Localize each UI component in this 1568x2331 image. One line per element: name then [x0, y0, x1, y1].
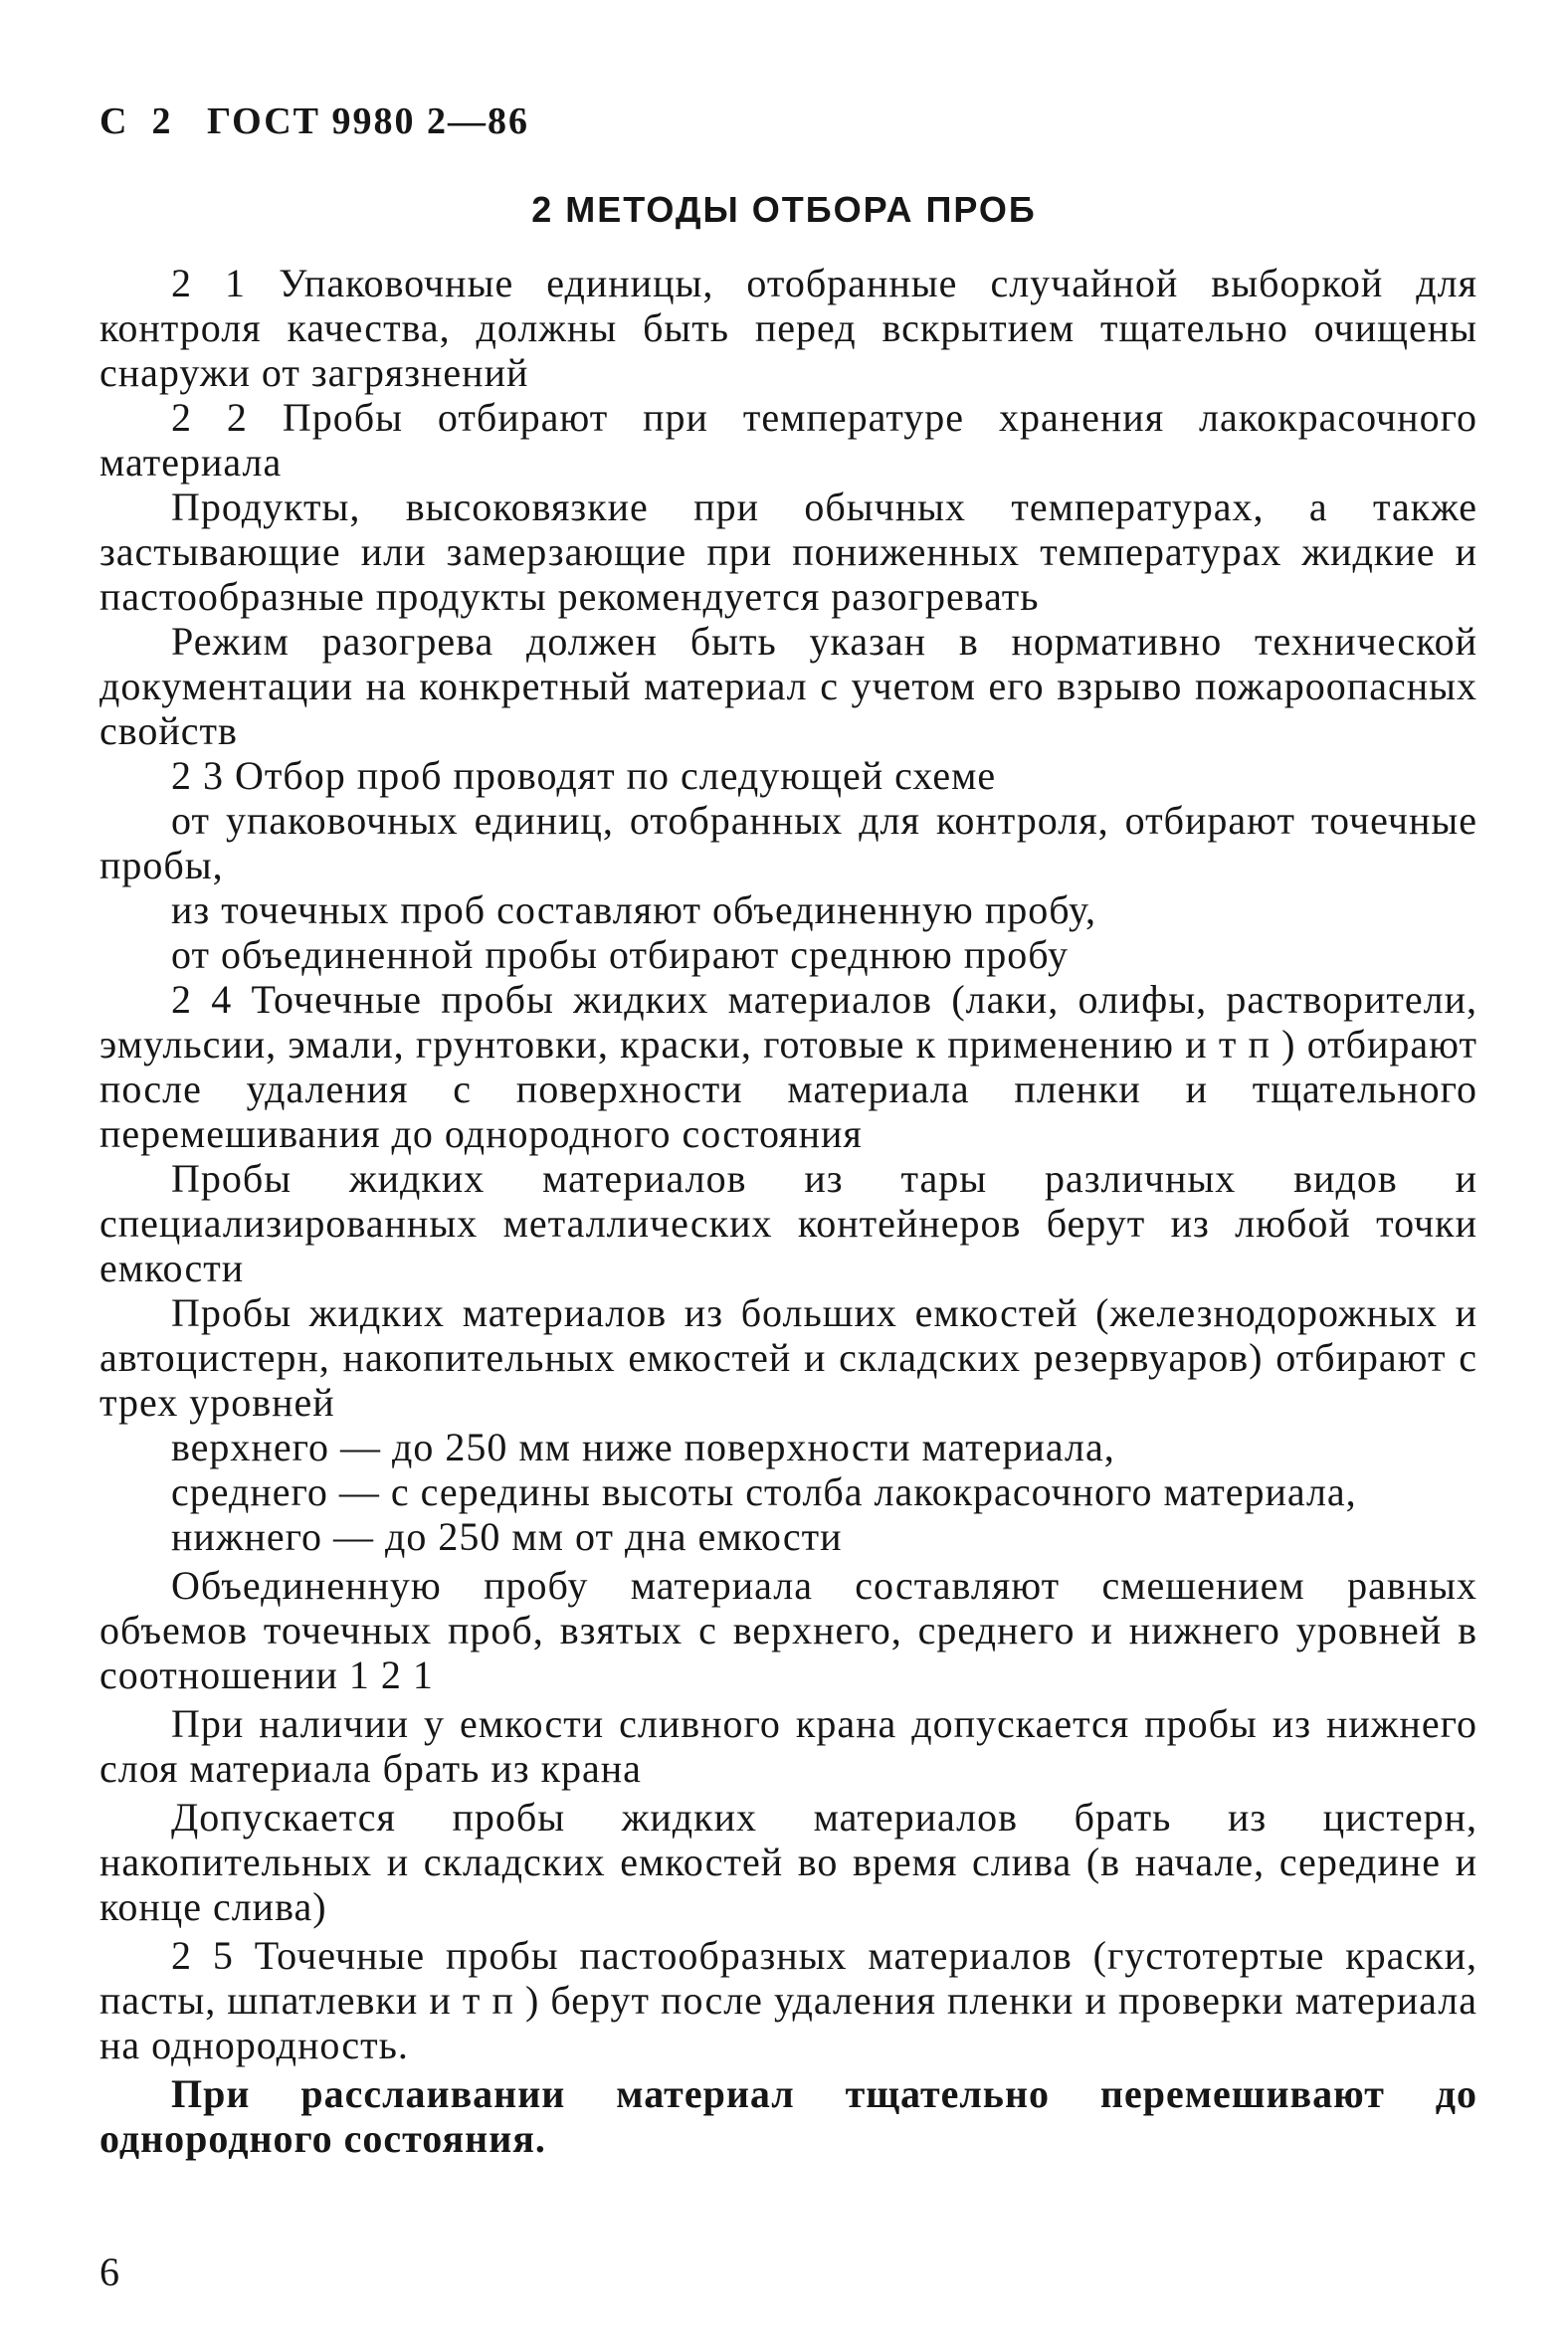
running-header: С 2 ГОСТ 9980 2—86 [99, 100, 529, 142]
paragraph-containers: Пробы жидких материалов из тары различных видов и специализированных металлических контейнеров берут из любой точки емкости [99, 1156, 1477, 1290]
section-title: 2 МЕТОДЫ ОТБОРА ПРОБ [531, 189, 1037, 230]
paragraph-stratification: При расслаивании материал тщательно перемешивают до однородного состояния. [99, 2071, 1477, 2161]
paragraph-drain-valve: При наличии у емкости сливного крана допускается пробы из нижнего слоя материала брать из крана [99, 1701, 1477, 1791]
paragraph-2-3: 2 3 Отбор проб проводят по следующей схеме [171, 753, 997, 798]
scheme-item-3: от объединенной пробы отбирают среднюю пробу [171, 932, 1070, 977]
scheme-item-2: из точечных проб составляют объединенную пробу, [171, 887, 1097, 932]
level-middle: среднего — с середины высоты столба лакокрасочного материала, [171, 1469, 1357, 1514]
paragraph-combined-sample: Объединенную пробу материала составляют смешением равных объемов точечных проб, взятых с верхнего, среднего и нижнего уровней в соотношении 1 2 1 [99, 1563, 1477, 1697]
paragraph-2-4: 2 4 Точечные пробы жидких материалов (лаки, олифы, растворители, эмульсии, эмали, грунтовки, краски, готовые к применению и т п ) отбирают после удаления с поверхности материала пленки и тщательного перемешивания до однородного состояния [99, 977, 1477, 1156]
page-number: 6 [99, 2249, 119, 2294]
paragraph-2-5: 2 5 Точечные пробы пастообразных материалов (густотертые краски, пасты, шпатлевки и т п ) берут после удаления пленки и проверки материала на однородность. [99, 1933, 1477, 2067]
scheme-item-1: от упаковочных единиц, отобранных для контроля, отбирают точечные пробы, [99, 798, 1477, 887]
body-text [99, 261, 1477, 2161]
paragraph-draining: Допускается пробы жидких материалов брать из цистерн, накопительных и складских емкостей во время слива (в начале, середине и конце слива) [99, 1795, 1477, 1929]
level-upper: верхнего — до 250 мм ниже поверхности материала, [171, 1425, 1115, 1469]
paragraph-heating-products: Продукты, высоковязкие при обычных температурах, а также застывающие или замерзающие при пониженных температурах жидкие и пастообразные продукты рекомендуется разогревать [99, 485, 1477, 619]
paragraph-heating-mode: Режим разогрева должен быть указан в нормативно технической документации на конкретный материал с учетом его взрыво пожароопасных свойств [99, 619, 1477, 753]
paragraph-large-tanks: Пробы жидких материалов из больших емкостей (железнодорожных и автоцистерн, накопительных емкостей и складских резервуаров) отбирают с трех уровней [99, 1290, 1477, 1425]
paragraph-2-1: 2 1 Упаковочные единицы, отобранные случайной выборкой для контроля качества, должны быть перед вскрытием тщательно очищены снаружи от загрязнений [99, 261, 1477, 395]
level-lower: нижнего — до 250 мм от дна емкости [171, 1514, 843, 1559]
paragraph-2-2: 2 2 Пробы отбирают при температуре хранения лакокрасочного материала [99, 395, 1477, 485]
